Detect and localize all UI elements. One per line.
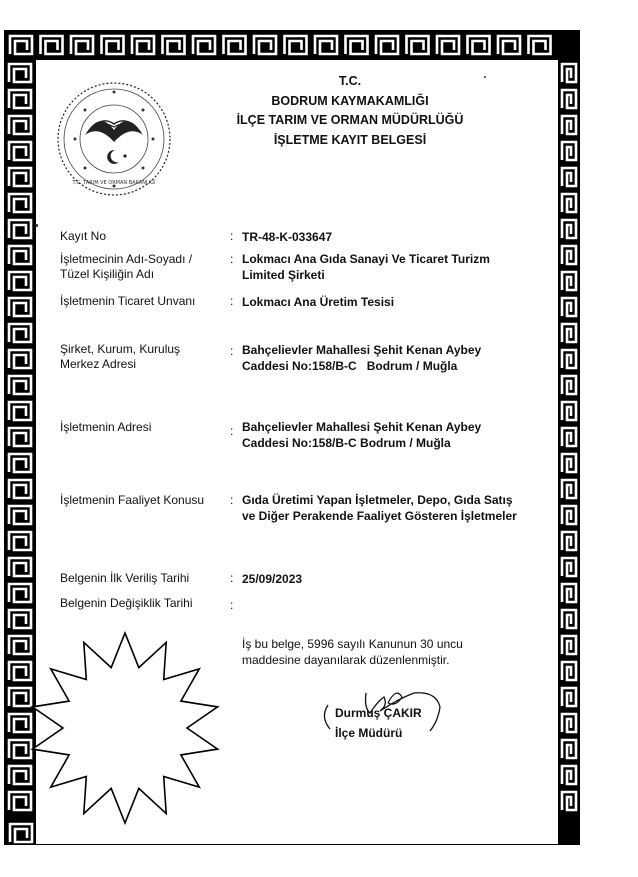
value-ilk-verilis: 25/09/2023 xyxy=(242,572,303,586)
seal-ring-text: T.C. TARIM VE ORMAN BAKANLIĞI xyxy=(72,180,156,186)
colon: : xyxy=(230,424,234,438)
colon: : xyxy=(230,493,234,507)
label-degisiklik: Belgenin Değişiklik Tarihi xyxy=(60,596,193,610)
label-ilk-verilis: Belgenin İlk Veriliş Tarihi xyxy=(60,571,190,585)
value-faaliyet-1: Gıda Üretimi Yapan İşletmeler, Depo, Gıda Satış xyxy=(242,493,513,507)
value-faaliyet-2: ve Diğer Perakende Faaliyet Gösteren İşletmeler xyxy=(242,509,517,523)
label-kayit-no: Kayıt No xyxy=(60,229,107,243)
starburst-redaction-icon xyxy=(30,620,220,830)
label-merkez-adresi: Şirket, Kurum, Kuruluş Merkez Adresi xyxy=(60,342,181,371)
value-isletmeci: Lokmacı Ana Gıda Sanayi Ve Ticaret Turizm Limited Şirketi xyxy=(242,252,490,282)
value-isletme-adresi-2: Caddesi No:158/B-C Bodrum / Muğla xyxy=(242,436,451,450)
value-merkez-adresi-1: Bahçelievler Mahallesi Şehit Kenan Aybey xyxy=(242,343,482,357)
scan-speck xyxy=(484,76,486,78)
colon: : xyxy=(230,294,234,308)
legal-note: İş bu belge, 5996 sayılı Kanunun 30 uncu maddesine dayanılarak düzenlenmiştir. xyxy=(242,637,463,667)
label-isletmeci: İşletmecinin Adı-Soyadı / Tüzel Kişiliğin Adı xyxy=(60,252,193,281)
scan-speck xyxy=(35,224,38,227)
colon: : xyxy=(230,344,234,358)
value-kayit-no: TR-48-K-033647 xyxy=(242,230,333,244)
colon: : xyxy=(230,571,234,585)
page-title: İŞLETME KAYIT BELGESİ xyxy=(273,133,427,147)
label-ticaret-unvani: İşletmenin Ticaret Unvanı xyxy=(60,294,196,308)
value-ticaret-unvani: Lokmacı Ana Üretim Tesisi xyxy=(242,295,395,309)
colon: : xyxy=(230,598,234,612)
header-kaymakamlik: BODRUM KAYMAKAMLIĞI xyxy=(271,94,429,108)
header-mudurluk: İLÇE TARIM VE ORMAN MÜDÜRLÜĞÜ xyxy=(236,113,464,127)
value-merkez-adresi-2: Caddesi No:158/B-C Bodrum / Muğla xyxy=(242,359,458,373)
label-faaliyet: İşletmenin Faaliyet Konusu xyxy=(60,493,205,507)
ministry-seal-icon xyxy=(55,80,173,198)
signatory-name: Durmuş ÇAKIR xyxy=(335,706,422,720)
colon: : xyxy=(230,252,234,266)
header-tc: T.C. xyxy=(338,74,362,88)
value-isletme-adresi-1: Bahçelievler Mahallesi Şehit Kenan Aybey xyxy=(242,420,482,434)
signatory-title: İlçe Müdürü xyxy=(335,726,403,740)
colon: : xyxy=(230,229,234,243)
label-isletme-adresi: İşletmenin Adresi xyxy=(60,420,152,434)
